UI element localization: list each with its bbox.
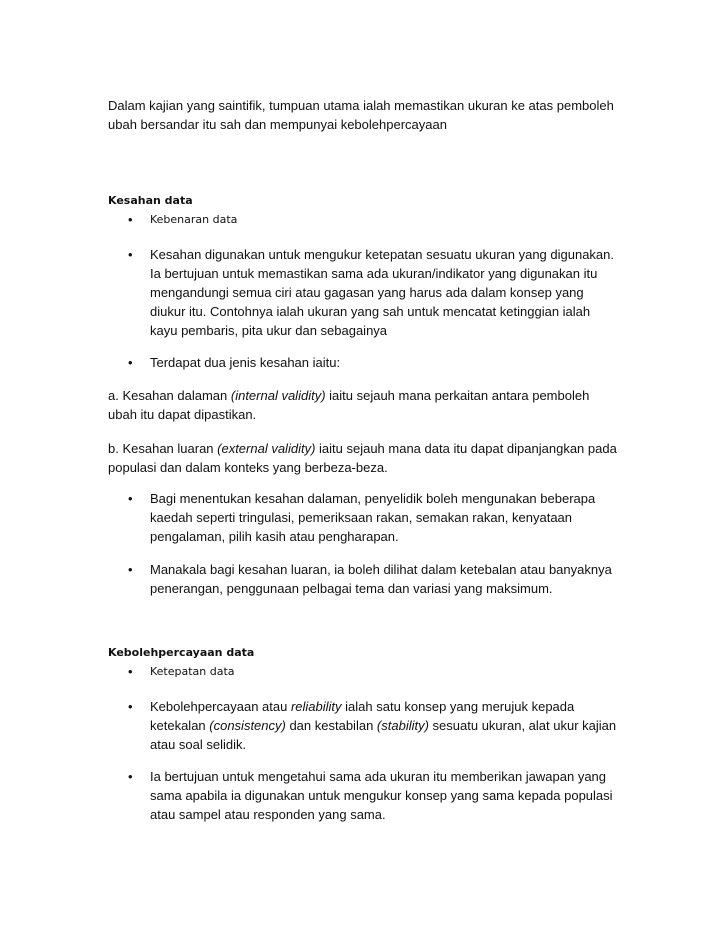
kesahan-b-line-1: b. Kesahan luaran (external validity) iaitu sejauh mana data itu dapat dipanjangkan pada [108, 441, 617, 456]
kesahan-b2: Terdapat dua jenis kesahan iaitu: [150, 355, 341, 370]
kebolehpercayaan-b2-line-1: Ia bertujuan untuk mengetahui sama ada ukuran itu memberikan jawapan yang [150, 769, 607, 784]
kebolehpercayaan-b1-line-3: atau soal selidik. [150, 737, 247, 752]
kesahan-b3-line-3: pengalaman, pilih kasih atau pengharapan. [150, 529, 399, 544]
bullet-icon: • [128, 562, 133, 577]
intro-line-1: Dalam kajian yang saintifik, tumpuan utama ialah memastikan ukuran ke atas pemboleh [108, 98, 614, 113]
kesahan-b1-line-2: Ia bertujuan untuk memastikan sama ada ukuran/indikator yang digunakan itu [150, 266, 598, 281]
kesahan-a-line-2: ubah itu dapat dipastikan. [108, 407, 257, 422]
kebolehpercayaan-b1-line-1: Kebolehpercayaan atau reliability ialah satu konsep yang merujuk kepada [150, 699, 575, 714]
kesahan-b1-line-4: diukur itu. Contohnya ialah ukuran yang sah untuk mencatat ketinggian ialah [150, 304, 591, 319]
intro-line-2: ubah bersandar itu sah dan mempunyai kebolehpercayaan [108, 117, 447, 132]
kesahan-b1-line-3: mengandungi semua ciri atau gagasan yang harus ada dalam konsep yang [150, 285, 584, 300]
kesahan-b4-line-1: Manakala bagi kesahan luaran, ia boleh dilihat dalam ketebalan atau banyaknya [150, 562, 612, 577]
kesahan-sub-bullet: Kebenaran data [150, 213, 238, 226]
kebolehpercayaan-b1-line-2: ketekalan (consistency) dan kestabilan (stability) sesuatu ukuran, alat ukur kajian [150, 718, 617, 733]
kebolehpercayaan-b2-line-3: atau sampel atau responden yang sama. [150, 807, 386, 822]
kesahan-heading: Kesahan data [108, 194, 193, 207]
kesahan-b1-line-1: Kesahan digunakan untuk mengukur ketepatan sesuatu ukuran yang digunakan. [150, 247, 615, 262]
kebolehpercayaan-sub-bullet: Ketepatan data [150, 665, 235, 678]
kebolehpercayaan-b2-line-2: sama apabila ia digunakan untuk mengukur konsep yang sama kepada populasi [150, 788, 613, 803]
bullet-icon: • [128, 355, 133, 370]
kebolehpercayaan-heading: Kebolehpercayaan data [108, 646, 255, 659]
bullet-icon: • [128, 769, 133, 784]
kesahan-a-line-1: a. Kesahan dalaman (internal validity) iaitu sejauh mana perkaitan antara pemboleh [108, 388, 590, 403]
bullet-icon: • [128, 699, 133, 714]
kesahan-b1-line-5: kayu pembaris, pita ukur dan sebagainya [150, 323, 388, 338]
bullet-icon: • [128, 491, 133, 506]
bullet-icon: • [128, 247, 133, 262]
kesahan-b4-line-2: penerangan, penggunaan pelbagai tema dan variasi yang maksimum. [150, 581, 553, 596]
bullet-icon: • [128, 212, 133, 227]
kesahan-b3-line-1: Bagi menentukan kesahan dalaman, penyelidik boleh mengunakan beberapa [150, 491, 596, 506]
kesahan-b3-line-2: kaedah seperti tringulasi, pemeriksaan rakan, semakan rakan, kenyataan [150, 510, 573, 525]
kesahan-b-line-2: populasi dan dalam konteks yang berbeza-beza. [108, 460, 388, 475]
bullet-icon: • [128, 664, 133, 679]
